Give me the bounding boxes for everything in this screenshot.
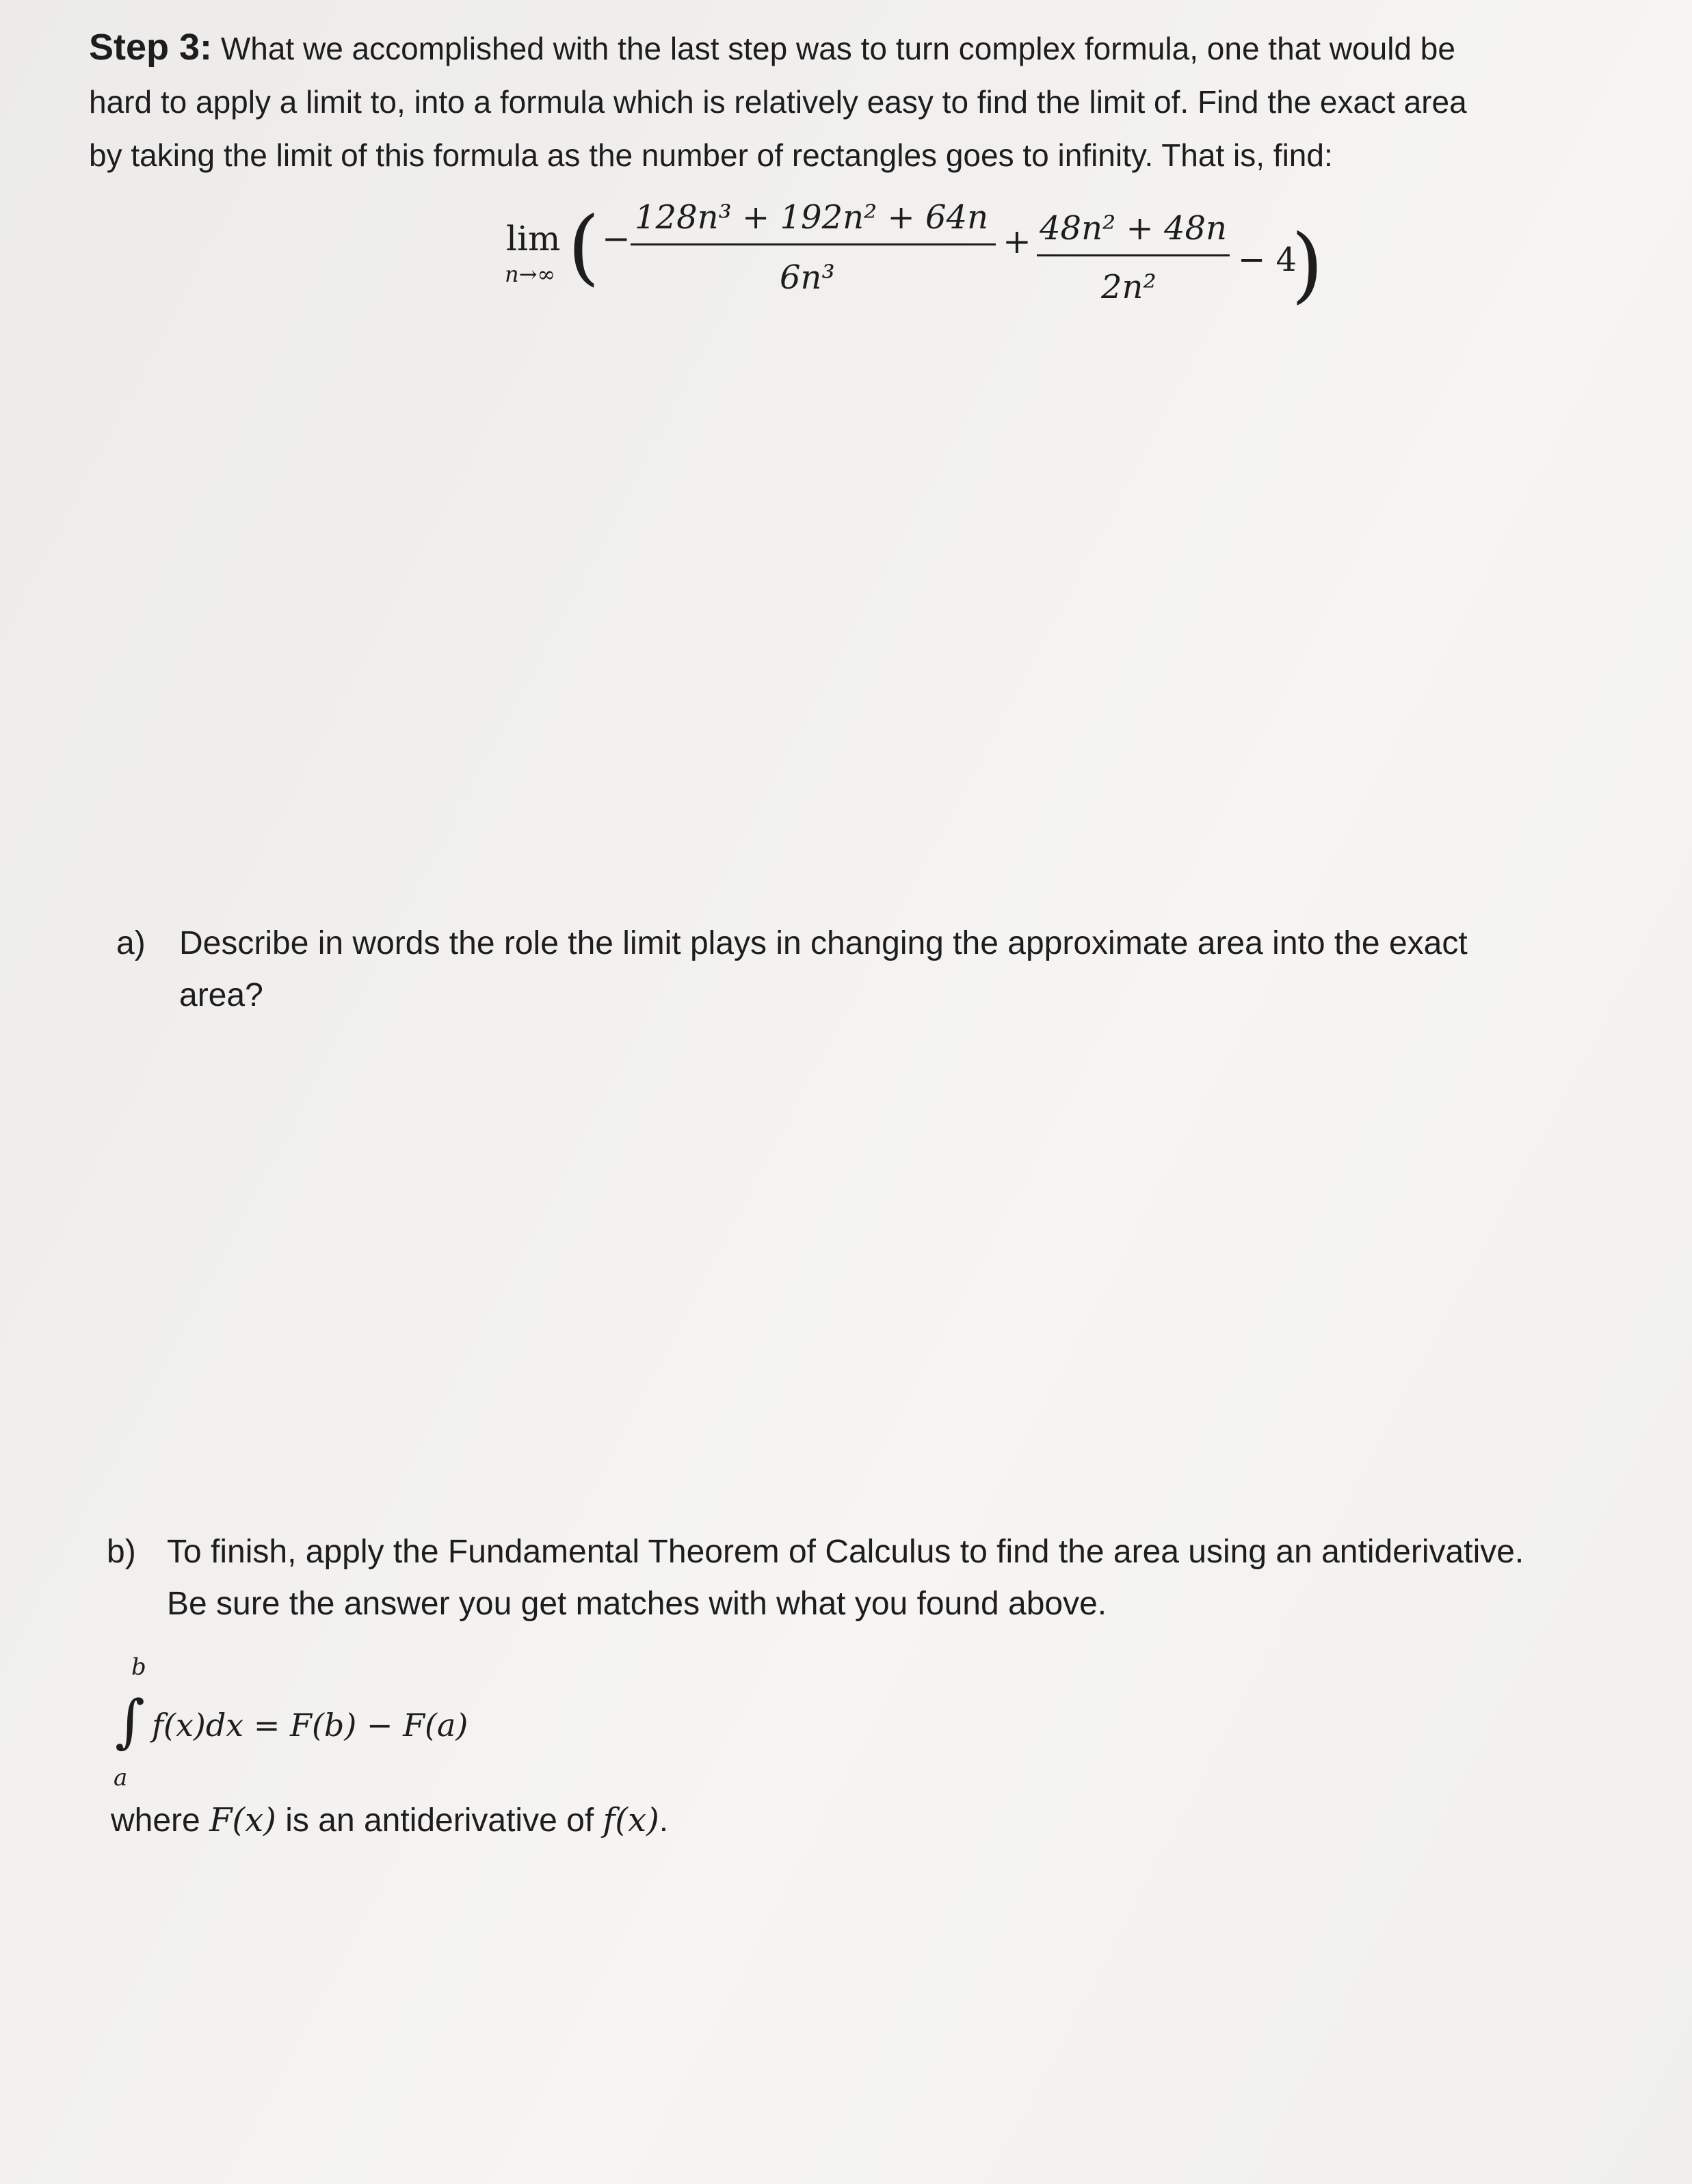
where-middle: is an antiderivative of bbox=[276, 1802, 603, 1839]
plus-sign: + bbox=[1003, 222, 1031, 261]
open-paren: ( bbox=[568, 200, 600, 295]
lim-subscript: n→∞ bbox=[505, 261, 556, 287]
where-F-of-x: F(x) bbox=[209, 1801, 276, 1839]
integral-upper-limit: b bbox=[131, 1653, 146, 1681]
fraction-2-numerator: 48n² + 48n bbox=[1040, 209, 1227, 248]
ftc-expression: f(x)dx = F(b) − F(a) bbox=[152, 1707, 468, 1744]
minus-four: − 4 bbox=[1238, 241, 1297, 279]
fraction-1-bar bbox=[631, 243, 996, 245]
step-3-label: Step 3: bbox=[89, 27, 213, 68]
fraction-2-denominator: 2n² bbox=[1101, 268, 1156, 306]
fraction-1-denominator: 6n³ bbox=[780, 258, 835, 297]
integral-lower-limit: a bbox=[114, 1764, 128, 1792]
close-paren: ) bbox=[1291, 217, 1323, 312]
part-a-line-1: Describe in words the role the limit plays in changing the approximate area into the exact bbox=[179, 925, 1468, 961]
part-b-text bbox=[167, 1526, 1524, 1630]
step-3-text-1: What we accomplished with the last step was to turn complex formula, one that would be bbox=[220, 31, 1455, 66]
part-b-label: b) bbox=[107, 1534, 136, 1570]
leading-minus: − bbox=[602, 219, 631, 258]
step-3-line-1 bbox=[89, 21, 1662, 75]
antiderivative-note bbox=[111, 1794, 668, 1847]
part-a-label: a) bbox=[116, 925, 146, 961]
part-b-line-2: Be sure the answer you get matches with what you found above. bbox=[167, 1586, 1107, 1622]
fraction-1-numerator: 128n³ + 192n² + 64n bbox=[635, 198, 989, 237]
where-prefix: where bbox=[111, 1802, 210, 1839]
fraction-2-bar bbox=[1037, 254, 1230, 256]
part-a-line-2: area? bbox=[179, 977, 263, 1013]
where-f-of-x: f(x) bbox=[603, 1801, 659, 1839]
lim-word: lim bbox=[506, 219, 561, 258]
part-b-line-1: To finish, apply the Fundamental Theorem of Calculus to find the area using an antiderivative. bbox=[167, 1534, 1524, 1570]
where-end: . bbox=[659, 1802, 669, 1839]
step-3-line-2: hard to apply a limit to, into a formula which is relatively easy to find the limit of. Find the exact area bbox=[89, 84, 1467, 120]
integral-sign: ∫ bbox=[115, 1688, 145, 1755]
step-3-line-3: by taking the limit of this formula as the number of rectangles goes to infinity. That is, find: bbox=[89, 137, 1333, 173]
part-a bbox=[116, 918, 1676, 1027]
part-b bbox=[107, 1526, 1680, 1636]
step-3-paragraph bbox=[89, 21, 1662, 182]
part-a-text bbox=[179, 918, 1468, 1022]
